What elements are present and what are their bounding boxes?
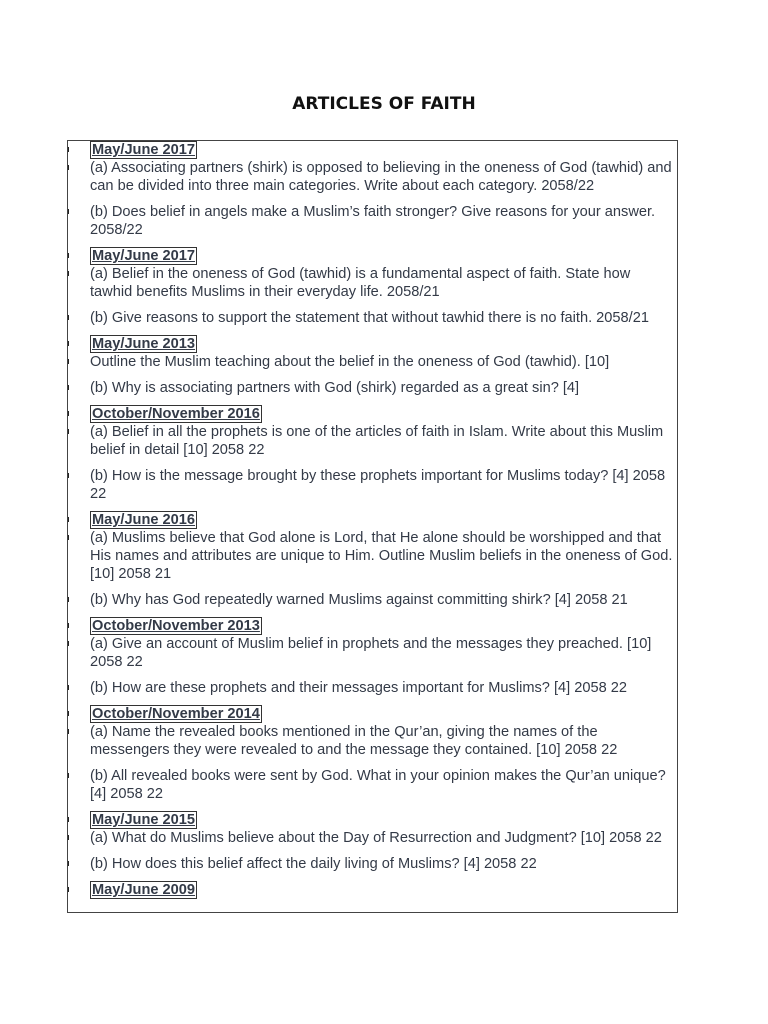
question-item: (b) Why is associating partners with God (shirk) regarded as a great sin? [4] — [68, 379, 677, 397]
section-heading — [68, 335, 677, 353]
question-item: (a) Name the revealed books mentioned in the Qur’an, giving the names of the messengers they were revealed to and the message they contained. [10] 2058 22 — [68, 723, 677, 759]
section-heading — [68, 617, 677, 635]
page-title: ARTICLES OF FAITH — [292, 94, 476, 114]
question-item: (a) Belief in all the prophets is one of the articles of faith in Islam. Write about this Muslim belief in detail [10] 2058 22 — [68, 423, 677, 459]
question-item: (a) What do Muslims believe about the Day of Resurrection and Judgment? [10] 2058 22 — [68, 829, 677, 847]
question-item: (a) Associating partners (shirk) is opposed to believing in the oneness of God (tawhid) and can be divided into three main categories. Write about each category. 2058/22 — [68, 159, 677, 195]
question-item: (b) Does belief in angels make a Muslim’s faith stronger? Give reasons for your answer. 2058/22 — [68, 203, 677, 239]
question-item: (b) How is the message brought by these prophets important for Muslims today? [4] 2058 22 — [68, 467, 677, 503]
section-heading-label: October/November 2016 — [92, 406, 260, 422]
question-item: (b) Why has God repeatedly warned Muslims against committing shirk? [4] 2058 21 — [68, 591, 677, 609]
section-heading-label: October/November 2013 — [92, 618, 260, 634]
section-heading-label: May/June 2009 — [92, 882, 196, 898]
section-heading-label: May/June 2013 — [92, 336, 196, 352]
question-item: (b) How are these prophets and their messages important for Muslims? [4] 2058 22 — [68, 679, 677, 697]
section-heading — [68, 811, 677, 829]
section-heading-label: May/June 2015 — [92, 812, 196, 828]
section-heading — [68, 705, 677, 723]
question-item: (b) All revealed books were sent by God. What in your opinion makes the Qur’an unique?[4] 2058 22 — [68, 767, 677, 803]
section-heading-label: May/June 2016 — [92, 512, 196, 528]
question-item: (b) Give reasons to support the statement that without tawhid there is no faith. 2058/21 — [68, 309, 677, 327]
question-list-frame — [67, 140, 678, 913]
question-item: Outline the Muslim teaching about the belief in the oneness of God (tawhid). [10] — [68, 353, 677, 371]
section-heading — [68, 881, 677, 899]
section-heading — [68, 511, 677, 529]
question-item: (a) Give an account of Muslim belief in prophets and the messages they preached. [10] 2058 22 — [68, 635, 677, 671]
section-heading — [68, 405, 677, 423]
section-heading — [68, 247, 677, 265]
section-heading-label: May/June 2017 — [92, 142, 196, 158]
section-heading-label: May/June 2017 — [92, 248, 196, 264]
section-heading — [68, 141, 677, 159]
question-item: (b) How does this belief affect the daily living of Muslims? [4] 2058 22 — [68, 855, 677, 873]
question-item: (a) Muslims believe that God alone is Lord, that He alone should be worshipped and that His names and attributes are unique to Him. Outline Muslim beliefs in the oneness of God. [10] 2058 21 — [68, 529, 677, 583]
section-heading-label: October/November 2014 — [92, 706, 260, 722]
question-list — [68, 141, 677, 899]
question-item: (a) Belief in the oneness of God (tawhid) is a fundamental aspect of faith. State how tawhid benefits Muslims in their everyday life. 2058/21 — [68, 265, 677, 301]
